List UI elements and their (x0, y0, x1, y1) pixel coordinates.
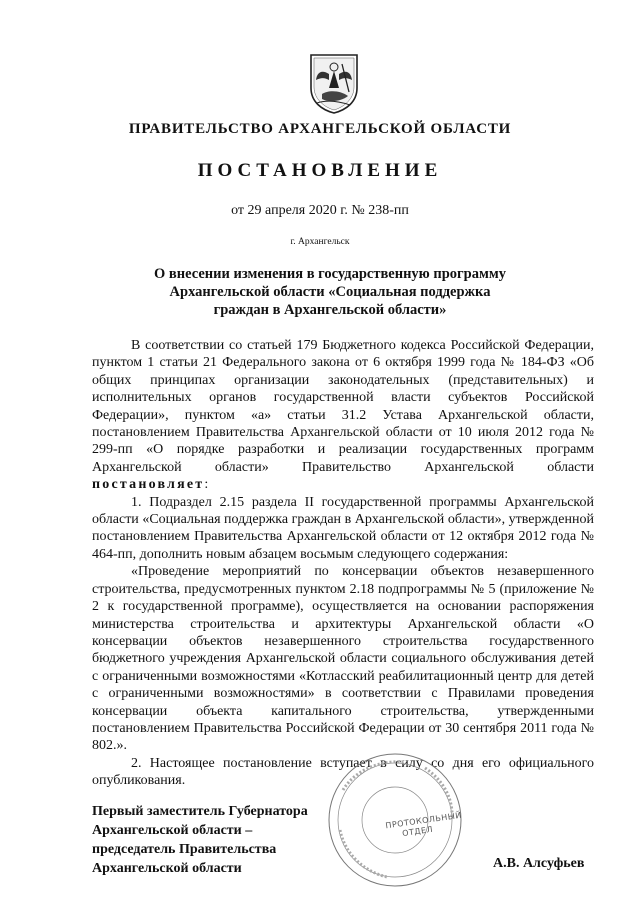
signatory-name: А.В. Алсуфьев (493, 856, 585, 871)
document-body (92, 337, 594, 790)
preamble-text: В соответствии со статьей 179 Бюджетного кодекса Российской Федерации, пунктом 1 статьи 21 Федерального закона от 6 октября 1999 года № 184-ФЗ «Об общих принципах организации законодательных (представительных) и исполнительных органов государственной власти субъектов Российской Федерации», пунктом «а» статьи 31.2 Устава Архангельской области, постановлением Правительства Архангельской области от 10 июля 2012 года № 299-пп «О порядке разработки и реализации государственных программ Архангельской области» Правительство Архангельской области (92, 338, 594, 475)
title-line: О внесении изменения в государственную программу (154, 266, 506, 282)
signatory-position (92, 802, 308, 878)
signatory-line: председатель Правительства (92, 842, 277, 857)
signatory-line: Архангельской области – (92, 823, 253, 838)
clause-2: 2. Настоящее постановление вступает в силу со дня его официального опубликования. (92, 755, 594, 789)
clause-1: 1. Подраздел 2.15 раздела II государственной программы Архангельской области «Социальная поддержка граждан в Архангельской области», утвержденной постановлением Правительства Архангельской области от 12 октября 2012 года № 464-пп, дополнить новым абзацем восьмым следующего содержания: (92, 494, 594, 562)
signatory-line: Первый заместитель Губернатора (92, 804, 308, 819)
document-date-number: от 29 апреля 2020 г. № 238-пп (231, 203, 409, 218)
document-title (120, 265, 540, 319)
decides-word: постановляет (92, 477, 205, 493)
decides-colon: : (204, 477, 209, 493)
signatory-line: Архангельской области (92, 861, 242, 876)
title-line: граждан в Архангельской области» (213, 302, 447, 318)
title-line: Архангельской области «Социальная поддержка (169, 284, 491, 300)
preamble-paragraph (92, 337, 594, 494)
stamp-label: ПРОТОКОЛЬНЫЙ ОТДЕЛ (384, 810, 463, 839)
document-city: г. Архангельск (290, 237, 350, 247)
coat-of-arms-icon (308, 52, 360, 114)
quoted-amendment: «Проведение мероприятий по консервации объектов незавершенного строительства, предусмотренных пунктом 2.18 подпрограммы № 5 (приложение № 2 к государственной программе), осуществляется на основании распоряжения министерства строительства и архитектуры Архангельской области «О консервации объектов незавершенного строительства государственного бюджетного учреждения Архангельской области социального обслуживания детей с ограниченными возможностями «Котласский реабилитационный центр для детей с ограниченными возможностями» в соответствии с Правилами проведения консервации объекта капитального строительства, утвержденными постановлением Правительства Российской Федерации от 30 сентября 2011 года № 802.». (92, 564, 594, 754)
organization-name: ПРАВИТЕЛЬСТВО АРХАНГЕЛЬСКОЙ ОБЛАСТИ (128, 121, 512, 137)
document-type: ПОСТАНОВЛЕНИЕ (197, 160, 443, 181)
